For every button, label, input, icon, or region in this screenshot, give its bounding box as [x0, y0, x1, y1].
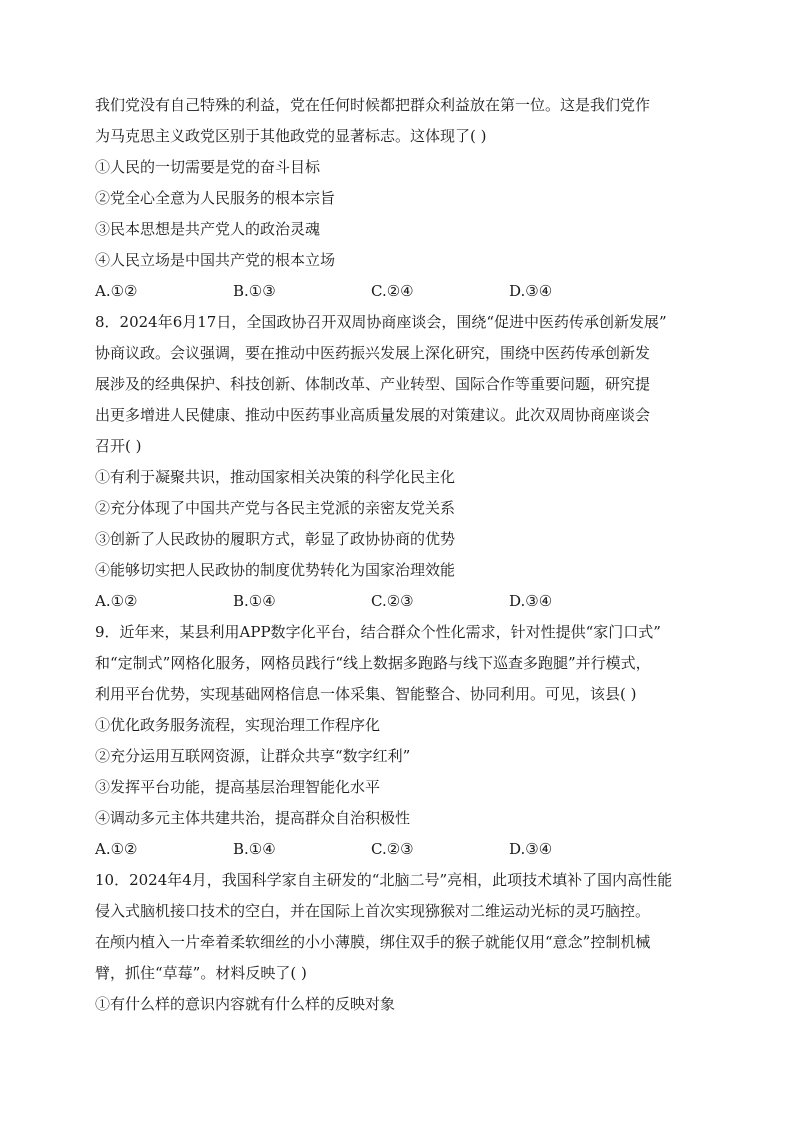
question-stem-line: 臂，抓住“草莓”。材料反映了( ): [95, 964, 307, 982]
statement-item: ②充分体现了中国共产党与各民主党派的亲密友党关系: [95, 499, 456, 517]
option-d: D.③④: [509, 282, 553, 300]
option-b: B.①③: [233, 282, 276, 300]
question-8: [95, 307, 705, 617]
question-stem-line: 9．近年来，某县利用APP数字化平台，结合群众个性化需求，针对性提供“家门口式”: [95, 623, 661, 641]
question-stem-line: 我们党没有自己特殊的利益，党在任何时候都把群众利益放在第一位。这是我们党作: [95, 96, 651, 114]
statement-item: ④调动多元主体共建共治，提高群众自治积极性: [95, 809, 411, 827]
question-stem-line: 8．2024年6月17日，全国政协召开双周协商座谈会，围绕“促进中医药传承创新发展”: [95, 313, 667, 331]
option-c: C.②③: [371, 592, 414, 610]
question-9: [95, 617, 705, 865]
statement-item: ③发挥平台功能，提高基层治理智能化水平: [95, 778, 381, 796]
option-d: D.③④: [509, 592, 553, 610]
question-stem-line: 召开( ): [95, 437, 142, 455]
statement-item: ①有利于凝聚共识，推动国家相关决策的科学化民主化: [95, 468, 456, 486]
answer-options: [95, 276, 705, 307]
question-stem-line: 展涉及的经典保护、科技创新、体制改革、产业转型、国际合作等重要问题，研究提: [95, 375, 651, 393]
question-10: [95, 865, 705, 1020]
statement-item: ④能够切实把人民政协的制度优势转化为国家治理效能: [95, 561, 456, 579]
option-b: B.①④: [233, 592, 276, 610]
question-stem-line: 和“定制式”网格化服务，网格员践行“线上数据多跑路与线下巡查多跑腿”并行模式，: [95, 654, 651, 672]
option-a: A.①②: [95, 840, 138, 858]
question-stem-line: 10．2024年4月，我国科学家自主研发的“北脑二号”亮相，此项技术填补了国内高性能: [95, 871, 673, 889]
statement-item: ③民本思想是共产党人的政治灵魂: [95, 220, 321, 238]
question-stem-line: 出更多增进人民健康、推动中医药事业高质量发展的对策建议。此次双周协商座谈会: [95, 406, 651, 424]
statement-item: ③创新了人民政协的履职方式，彰显了政协协商的优势: [95, 530, 456, 548]
question-stem-line: 在颅内植入一片牵着柔软细丝的小小薄膜，绑住双手的猴子就能仅用“意念”控制机械: [95, 933, 651, 951]
option-a: A.①②: [95, 592, 138, 610]
option-a: A.①②: [95, 282, 138, 300]
statement-item: ②充分运用互联网资源，让群众共享“数字红利”: [95, 747, 411, 765]
question-stem-line: 协商议政。会议强调，要在推动中医药振兴发展上深化研究，围绕中医药传承创新发: [95, 344, 651, 362]
option-d: D.③④: [509, 840, 553, 858]
option-c: C.②③: [371, 840, 414, 858]
statement-item: ④人民立场是中国共产党的根本立场: [95, 251, 336, 269]
answer-options: [95, 834, 705, 865]
statement-item: ①优化政务服务流程，实现治理工作程序化: [95, 716, 381, 734]
option-b: B.①④: [233, 840, 276, 858]
answer-options: [95, 586, 705, 617]
question-stem-line: 侵入式脑机接口技术的空白，并在国际上首次实现猕猴对二维运动光标的灵巧脑控。: [95, 902, 651, 920]
option-c: C.②④: [371, 282, 414, 300]
question-stem-line: 利用平台优势，实现基础网格信息一体采集、智能整合、协同利用。可见，该县( ): [95, 685, 637, 703]
question-7: [95, 90, 705, 307]
statement-item: ①有什么样的意识内容就有什么样的反映对象: [95, 995, 396, 1013]
statement-item: ②党全心全意为人民服务的根本宗旨: [95, 189, 336, 207]
question-stem-line: 为马克思主义政党区别于其他政党的显著标志。这体现了( ): [95, 127, 487, 145]
statement-item: ①人民的一切需要是党的奋斗目标: [95, 158, 321, 176]
exam-page: [95, 90, 705, 1020]
